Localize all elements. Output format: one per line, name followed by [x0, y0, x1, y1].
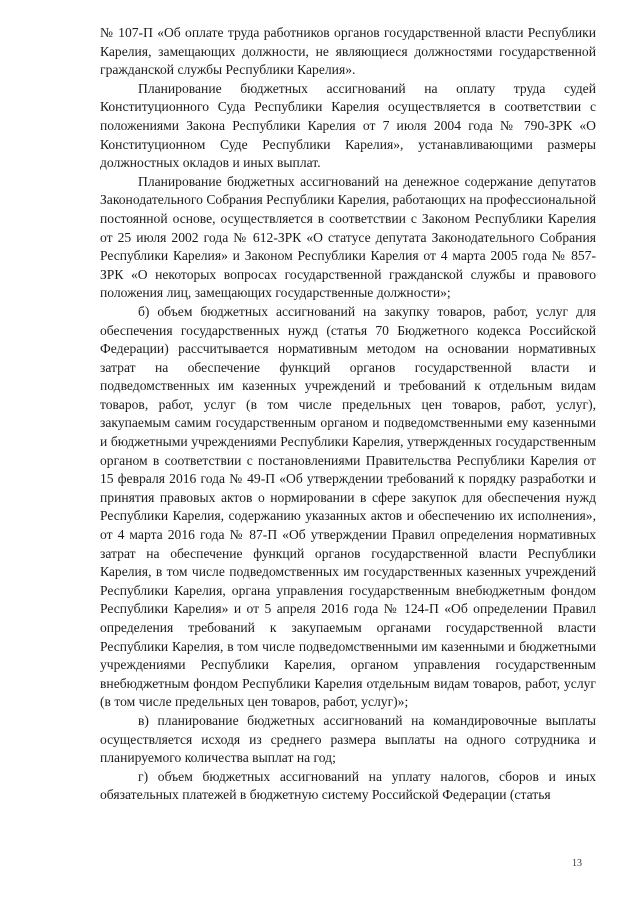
paragraph-item-b-procurement: б) объем бюджетных ассигнований на закупку товаров, работ, услуг для обеспечения государственных нужд (статья 70 Бюджетного кодекса Российской Федерации) рассчитывается нормативным методом на основании нормативных затрат на обеспечение функций органов государственной власти и подведомственных им казенных учреждений и требований к отдельным видам товаров, работ, услуг (в том числе предельных цен товаров, работ, услуг), закупаемым самим государственным органом и подведомственными ему казенными и бюджетными учреждениями Республики Карелия, утвержденных государственным органом в соответствии с постановлениями Правительства Республики Карелия от 15 февраля 2016 года № 49-П «Об утверждении требований к порядку разработки и принятия правовых актов о нормировании в сфере закупок для обеспечения нужд Республики Карелия, содержанию указанных актов и обеспечению их исполнения», от 4 марта 2016 года № 87-П «Об утверждении Правил определения нормативных затрат на обеспечение функций органов государственной власти Республики Карелия, в том числе подведомственных им государственных казенных учреждений Республики Карелия, органа управления государственным внебюджетным фондом Республики Карелия» и от 5 апреля 2016 года № 124-П «Об определении Правил определения требований к закупаемым органами государственной власти Республики Карелия, в том числе подведомственными им казенными и бюджетными учреждениями Республики Карелия, органом управления государственным внебюджетным фондом Республики Карелия отдельным видам товаров, работ, услуг (в том числе предельных цен товаров, работ, услуг)»;	[100, 303, 596, 710]
document-body	[100, 24, 596, 805]
page-number: 13	[572, 858, 582, 869]
paragraph-item-g-taxes: г) объем бюджетных ассигнований на уплату налогов, сборов и иных обязательных платежей в бюджетную систему Российской Федерации (статья	[100, 768, 596, 803]
paragraph-item-v-travel: в) планирование бюджетных ассигнований на командировочные выплаты осуществляется исходя из среднего размера выплаты на одного сотрудника и планируемого количества выплат на год;	[100, 712, 596, 766]
paragraph-deputies-salary: Планирование бюджетных ассигнований на денежное содержание депутатов Законодательного Собрания Республики Карелия, работающих на профессиональной постоянной основе, осуществляется в соответствии с Законом Республики Карелия от 25 июля 2002 года № 612-ЗРК «О статусе депутата Законодательного Собрания Республики Карелия» и Законом Республики Карелия от 4 марта 2005 года № 857-ЗРК «О некоторых вопросах государственной гражданской службы и правового положения лиц, замещающих государственные должности»;	[100, 173, 596, 301]
paragraph-continuation: № 107-П «Об оплате труда работников органов государственной власти Республики Карелия, замещающих должности, не являющиеся должностями государственной гражданской службы Республики Карелия».	[100, 25, 596, 78]
paragraph-constitutional-court-judges: Планирование бюджетных ассигнований на оплату труда судей Конституционного Суда Республики Карелия осуществляется в соответствии с положениями Закона Республики Карелия от 7 июля 2004 года № 790-ЗРК «О Конституционном Суде Республики Карелия», устанавливающими размеры должностных окладов и иных выплат.	[100, 80, 596, 171]
